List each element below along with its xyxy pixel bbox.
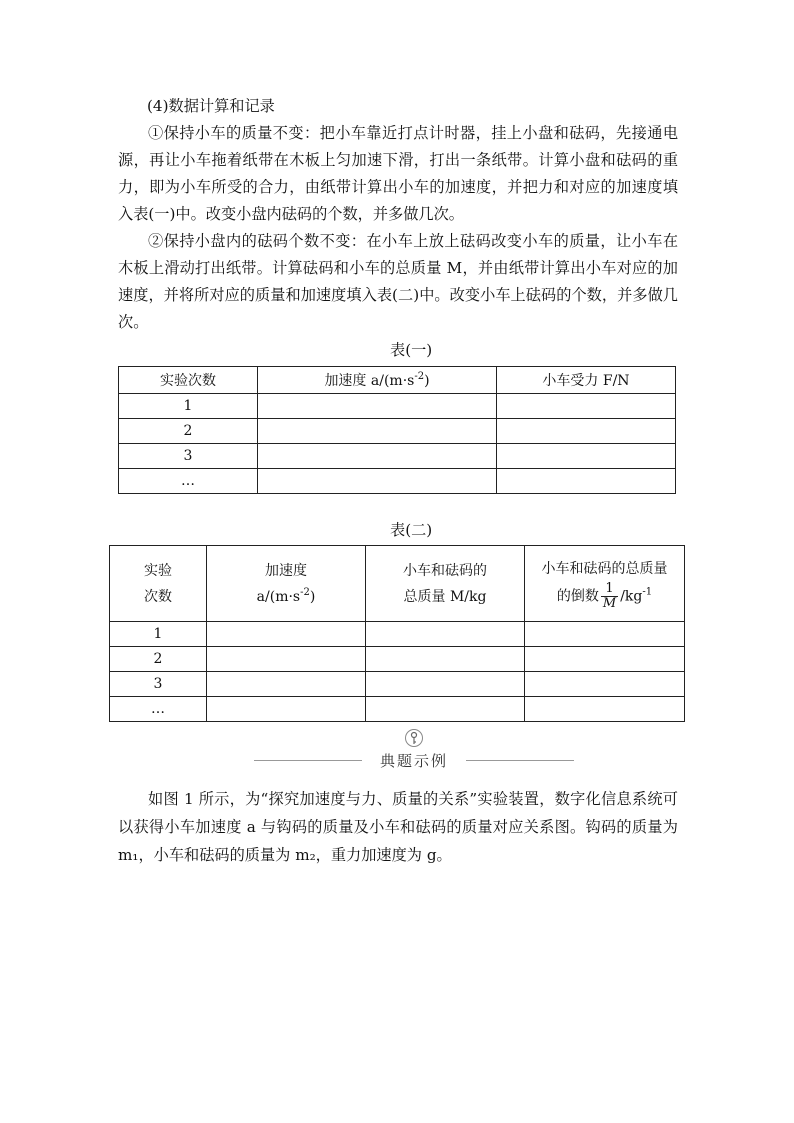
inverse-mass-cell[interactable]	[525, 647, 685, 672]
header-total-mass: 小车和砝码的 总质量 M/kg	[366, 546, 525, 622]
table-row	[110, 622, 685, 647]
table-header-row	[110, 546, 685, 622]
mass-cell[interactable]	[366, 647, 525, 672]
trial-number: …	[119, 469, 258, 494]
acceleration-cell[interactable]	[207, 697, 366, 722]
table-row	[110, 647, 685, 672]
trial-number: 2	[119, 419, 258, 444]
acceleration-cell[interactable]	[207, 672, 366, 697]
trial-number: 1	[110, 622, 207, 647]
trial-number: 2	[110, 647, 207, 672]
header-force: 小车受力 F/N	[497, 367, 676, 394]
header-acceleration: 加速度 $a/(m\cdot s^{-2})$	[258, 367, 497, 394]
inverse-mass-cell[interactable]	[525, 622, 685, 647]
table-row	[119, 444, 676, 469]
key-icon	[404, 728, 424, 748]
force-cell[interactable]	[497, 394, 676, 419]
fraction-one-over-m: $\frac{1}{M}$	[602, 581, 617, 611]
trial-number: …	[110, 697, 207, 722]
header-inverse-mass: 小车和砝码的总质量 的倒数 $\frac{1}{M}$ $/kg^{-1}$	[525, 546, 685, 622]
section-heading: (4)数据计算和记录	[147, 97, 275, 115]
table-mass-acceleration	[109, 545, 685, 722]
header-trial-count: 实验 次数	[110, 546, 207, 622]
acceleration-cell[interactable]	[258, 419, 497, 444]
table-row	[119, 469, 676, 494]
banner-line-right	[466, 760, 574, 761]
mass-cell[interactable]	[366, 697, 525, 722]
acceleration-cell[interactable]	[258, 469, 497, 494]
acceleration-cell[interactable]	[258, 444, 497, 469]
acceleration-cell[interactable]	[207, 647, 366, 672]
table-header-row	[119, 367, 676, 394]
inverse-mass-cell[interactable]	[525, 697, 685, 722]
acceleration-cell[interactable]	[207, 622, 366, 647]
table-row	[110, 672, 685, 697]
table1-caption: 表(一)	[390, 341, 433, 359]
table-row	[119, 394, 676, 419]
force-cell[interactable]	[497, 419, 676, 444]
banner-title: 典题示例	[379, 752, 448, 770]
trial-number: 1	[119, 394, 258, 419]
header-trial-count: 实验次数	[119, 367, 258, 394]
header-acceleration: 加速度 $a/(m\cdot s^{-2})$	[207, 546, 366, 622]
trial-number: 3	[110, 672, 207, 697]
table2-caption: 表(二)	[390, 521, 433, 539]
trial-number: 3	[119, 444, 258, 469]
inverse-mass-cell[interactable]	[525, 672, 685, 697]
table-row	[110, 697, 685, 722]
paragraph-constant-weights: ②保持小盘内的砝码个数不变：在小车上放上砝码改变小车的质量，让小车在木板上滑动打出纸带。计算砝码和小车的总质量 M，并由纸带计算出小车对应的加速度，并将所对应的质量和加速度填入表(二)中。改变小车上砝码的个数，并多做几次。	[118, 232, 678, 331]
acceleration-cell[interactable]	[258, 394, 497, 419]
example-banner	[254, 728, 574, 772]
table-force-acceleration	[118, 366, 676, 494]
force-cell[interactable]	[497, 469, 676, 494]
paragraph-constant-mass: ①保持小车的质量不变：把小车靠近打点计时器，挂上小盘和砝码，先接通电源，再让小车拖着纸带在木板上匀加速下滑，打出一条纸带。计算小盘和砝码的重力，即为小车所受的合力，由纸带计算出小车的加速度，并把力和对应的加速度填入表(一)中。改变小盘内砝码的个数，并多做几次。	[118, 124, 678, 223]
example-paragraph: 如图 1 所示，为“探究加速度与力、质量的关系”实验装置，数字化信息系统可以获得小车加速度 a 与钩码的质量及小车和砝码的质量对应关系图。钩码的质量为 m₁，小车和砝码的质量为 m₂，重力加速度为 g。	[118, 790, 678, 864]
mass-cell[interactable]	[366, 672, 525, 697]
mass-cell[interactable]	[366, 622, 525, 647]
table-row	[119, 419, 676, 444]
force-cell[interactable]	[497, 444, 676, 469]
